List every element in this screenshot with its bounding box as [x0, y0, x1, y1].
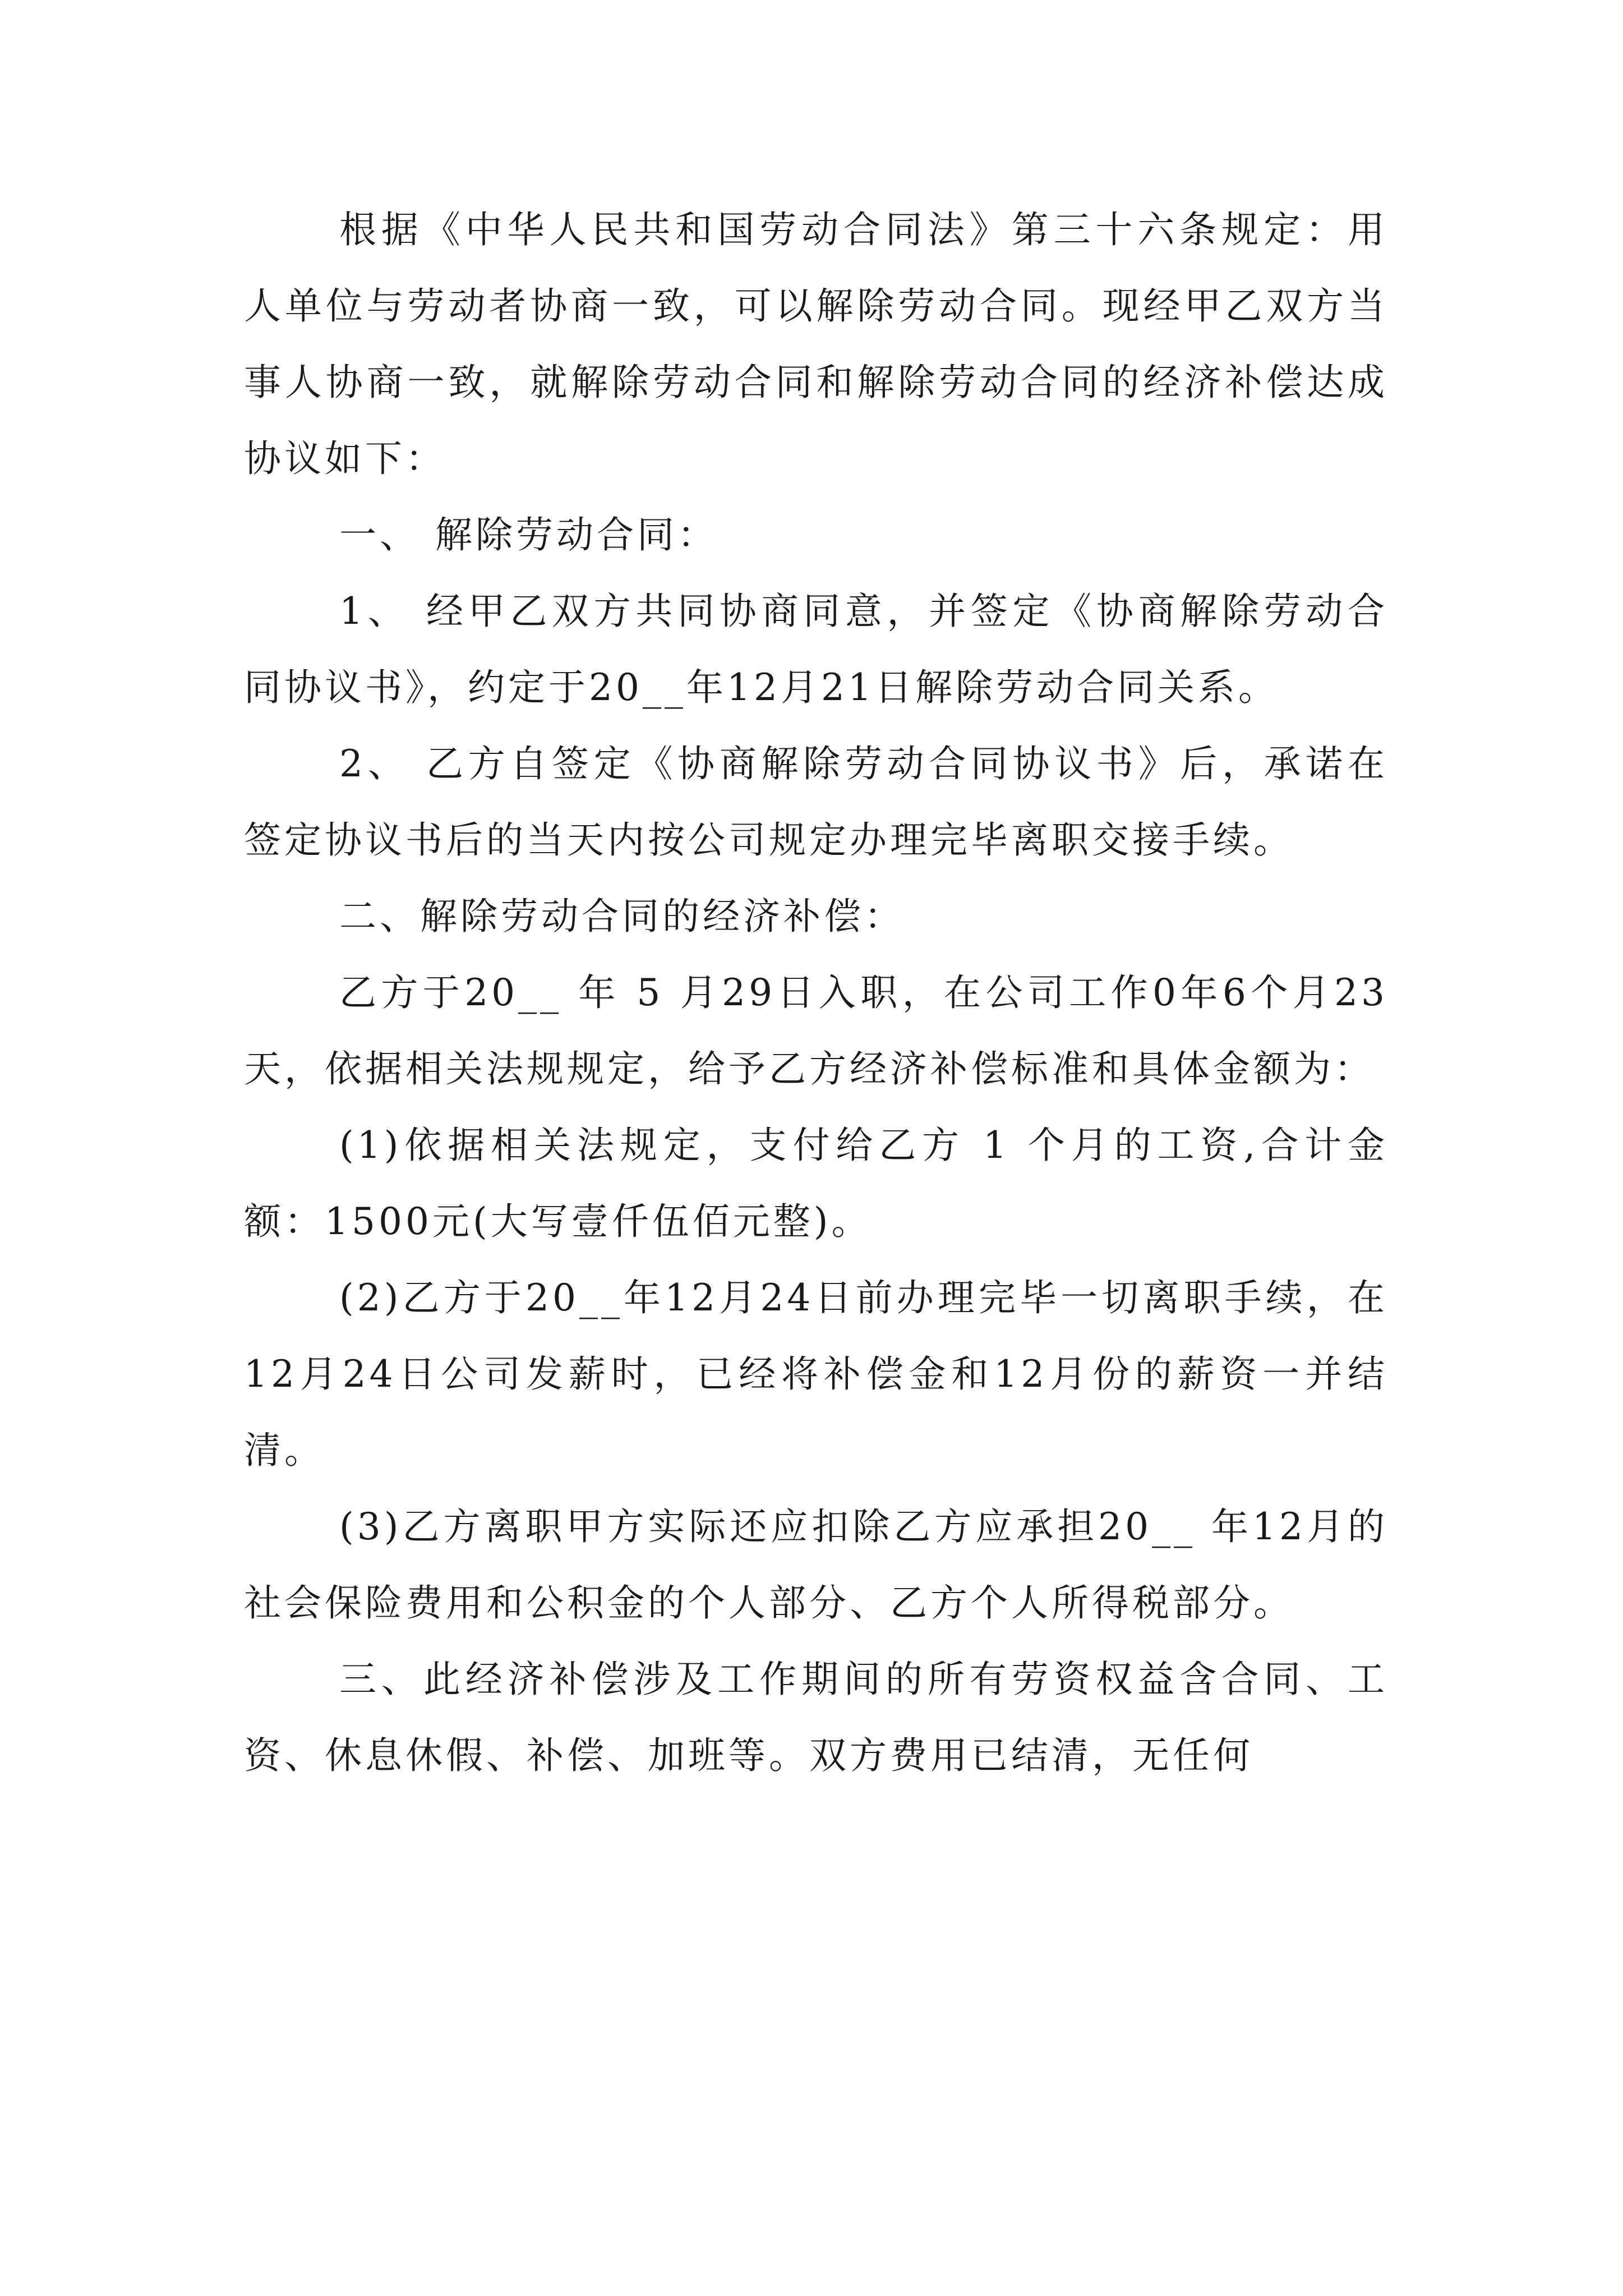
clause-2-3: (3)乙方离职甲方实际还应扣除乙方应承担20__ 年12月的社会保险费用和公积金的个人部分、乙方个人所得税部分。	[244, 1505, 1388, 1625]
section-heading-2: 二、解除劳动合同的经济补偿：	[339, 895, 905, 938]
section-heading-1: 一、 解除劳动合同：	[339, 513, 718, 556]
clause-2-2: (2)乙方于20__年12月24日前办理完毕一切离职手续，在12月24日公司发薪时，已经将补偿金和12月份的薪资一并结清。	[244, 1276, 1388, 1472]
section-3: 三、此经济补偿涉及工作期间的所有劳资权益含合同、工资、休息休假、补偿、加班等。双方费用已结清，无任何	[244, 1658, 1388, 1777]
paragraph-intro: 根据《中华人民共和国劳动合同法》第三十六条规定：用人单位与劳动者协商一致，可以解除劳动合同。现经甲乙双方当事人协商一致，就解除劳动合同和解除劳动合同的经济补偿达成协议如下：	[244, 208, 1388, 480]
clause-2-1: (1)依据相关法规定，支付给乙方 1 个月的工资,合计金额：1500元(大写壹仟伍佰元整)。	[244, 1124, 1388, 1243]
document-body	[244, 192, 1388, 1794]
paragraph-employment-term: 乙方于20__ 年 5 月29日入职，在公司工作0年6个月23天，依据相关法规规定，给予乙方经济补偿标准和具体金额为：	[244, 971, 1388, 1091]
clause-1-1: 1、 经甲乙双方共同协商同意，并签定《协商解除劳动合同协议书》，约定于20__年12月21日解除劳动合同关系。	[244, 590, 1388, 709]
clause-1-2: 2、 乙方自签定《协商解除劳动合同协议书》后，承诺在签定协议书后的当天内按公司规定办理完毕离职交接手续。	[244, 742, 1388, 862]
